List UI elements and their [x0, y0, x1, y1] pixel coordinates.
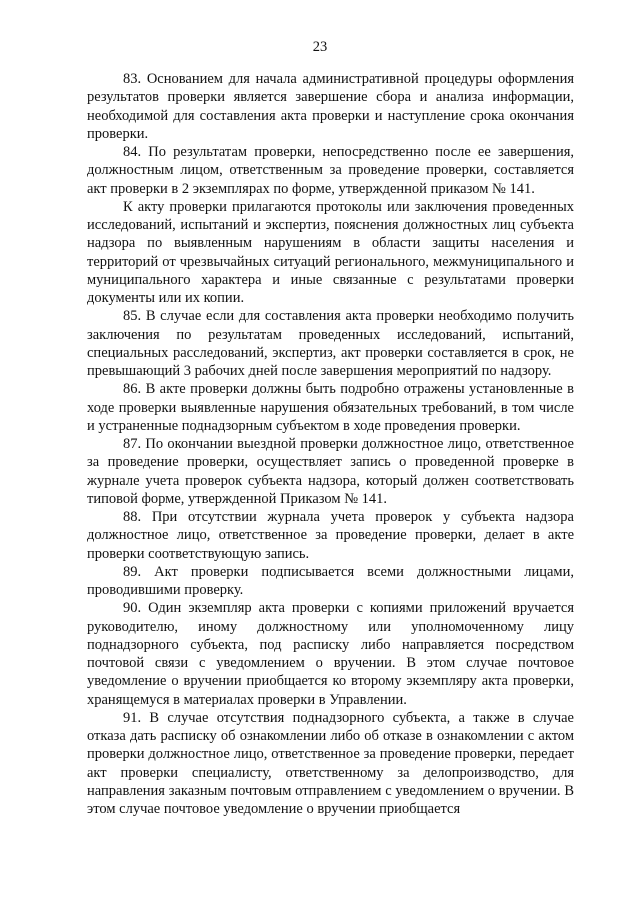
document-body — [87, 70, 574, 818]
paragraph-84-attachments: К акту проверки прилагаются протоколы или заключения проведенных исследований, испытаний и экспертиз, пояснения должностных лиц субъекта надзора по выявленным нарушениям в области защиты населения и территорий от чрезвычайных ситуаций регионального, межмуниципального и муниципального характера и иные связанные с результатами проверки документы или их копии. — [87, 198, 574, 306]
paragraph-84: 84. По результатам проверки, непосредственно после ее завершения, должностным лицом, ответственным за проведение проверки, составляется акт проверки в 2 экземплярах по форме, утвержденной приказом № 141. — [87, 144, 574, 197]
paragraph-86: 86. В акте проверки должны быть подробно отражены установленные в ходе проверки выявленные нарушения обязательных требований, в том числе и устраненные поднадзорным субъектом в ходе проведения проверки. — [87, 381, 574, 434]
paragraph-90: 90. Один экземпляр акта проверки с копиями приложений вручается руководителю, иному должностному или уполномоченному лицу поднадзорного субъекта, под расписку либо направляется посредством почтовой связи с уведомлением о вручении. В этом случае почтовое уведомление о вручении приобщается ко второму экземпляру акта проверки, хранящемуся в материалах проверки в Управлении. — [87, 600, 574, 708]
paragraph-87: 87. По окончании выездной проверки должностное лицо, ответственное за проведение проверки, осуществляет запись о проведенной проверке в журнале учета проверок субъекта надзора, который должен соответствовать типовой форме, утвержденной Приказом № 141. — [87, 436, 574, 507]
page-number: 23 — [312, 39, 328, 55]
paragraph-88: 88. При отсутствии журнала учета проверок у субъекта надзора должностное лицо, ответственное за проведение проверки, делает в акте проверки соответствующую запись. — [87, 509, 574, 562]
paragraph-89: 89. Акт проверки подписывается всеми должностными лицами, проводившими проверку. — [87, 563, 574, 598]
paragraph-91: 91. В случае отсутствия поднадзорного субъекта, а также в случае отказа дать расписку об ознакомлении либо об отказе в ознакомлении с актом проверки должностное лицо, ответственное за проведение проверки, передает акт проверки специалисту, ответственному за делопроизводство, для направления заказным почтовым отправлением с уведомлением о вручении. В этом случае почтовое уведомление о вручении приобщается — [87, 709, 574, 817]
paragraph-85: 85. В случае если для составления акта проверки необходимо получить заключения по результатам проведенных исследований, испытаний, специальных расследований, экспертиз, акт проверки составляется в срок, не превышающий 3 рабочих дней после завершения мероприятий по надзору. — [87, 308, 574, 379]
paragraph-83: 83. Основанием для начала административной процедуры оформления результатов проверки является завершение сбора и анализа информации, необходимой для составления акта проверки и наступление срока окончания проверки. — [87, 71, 574, 142]
